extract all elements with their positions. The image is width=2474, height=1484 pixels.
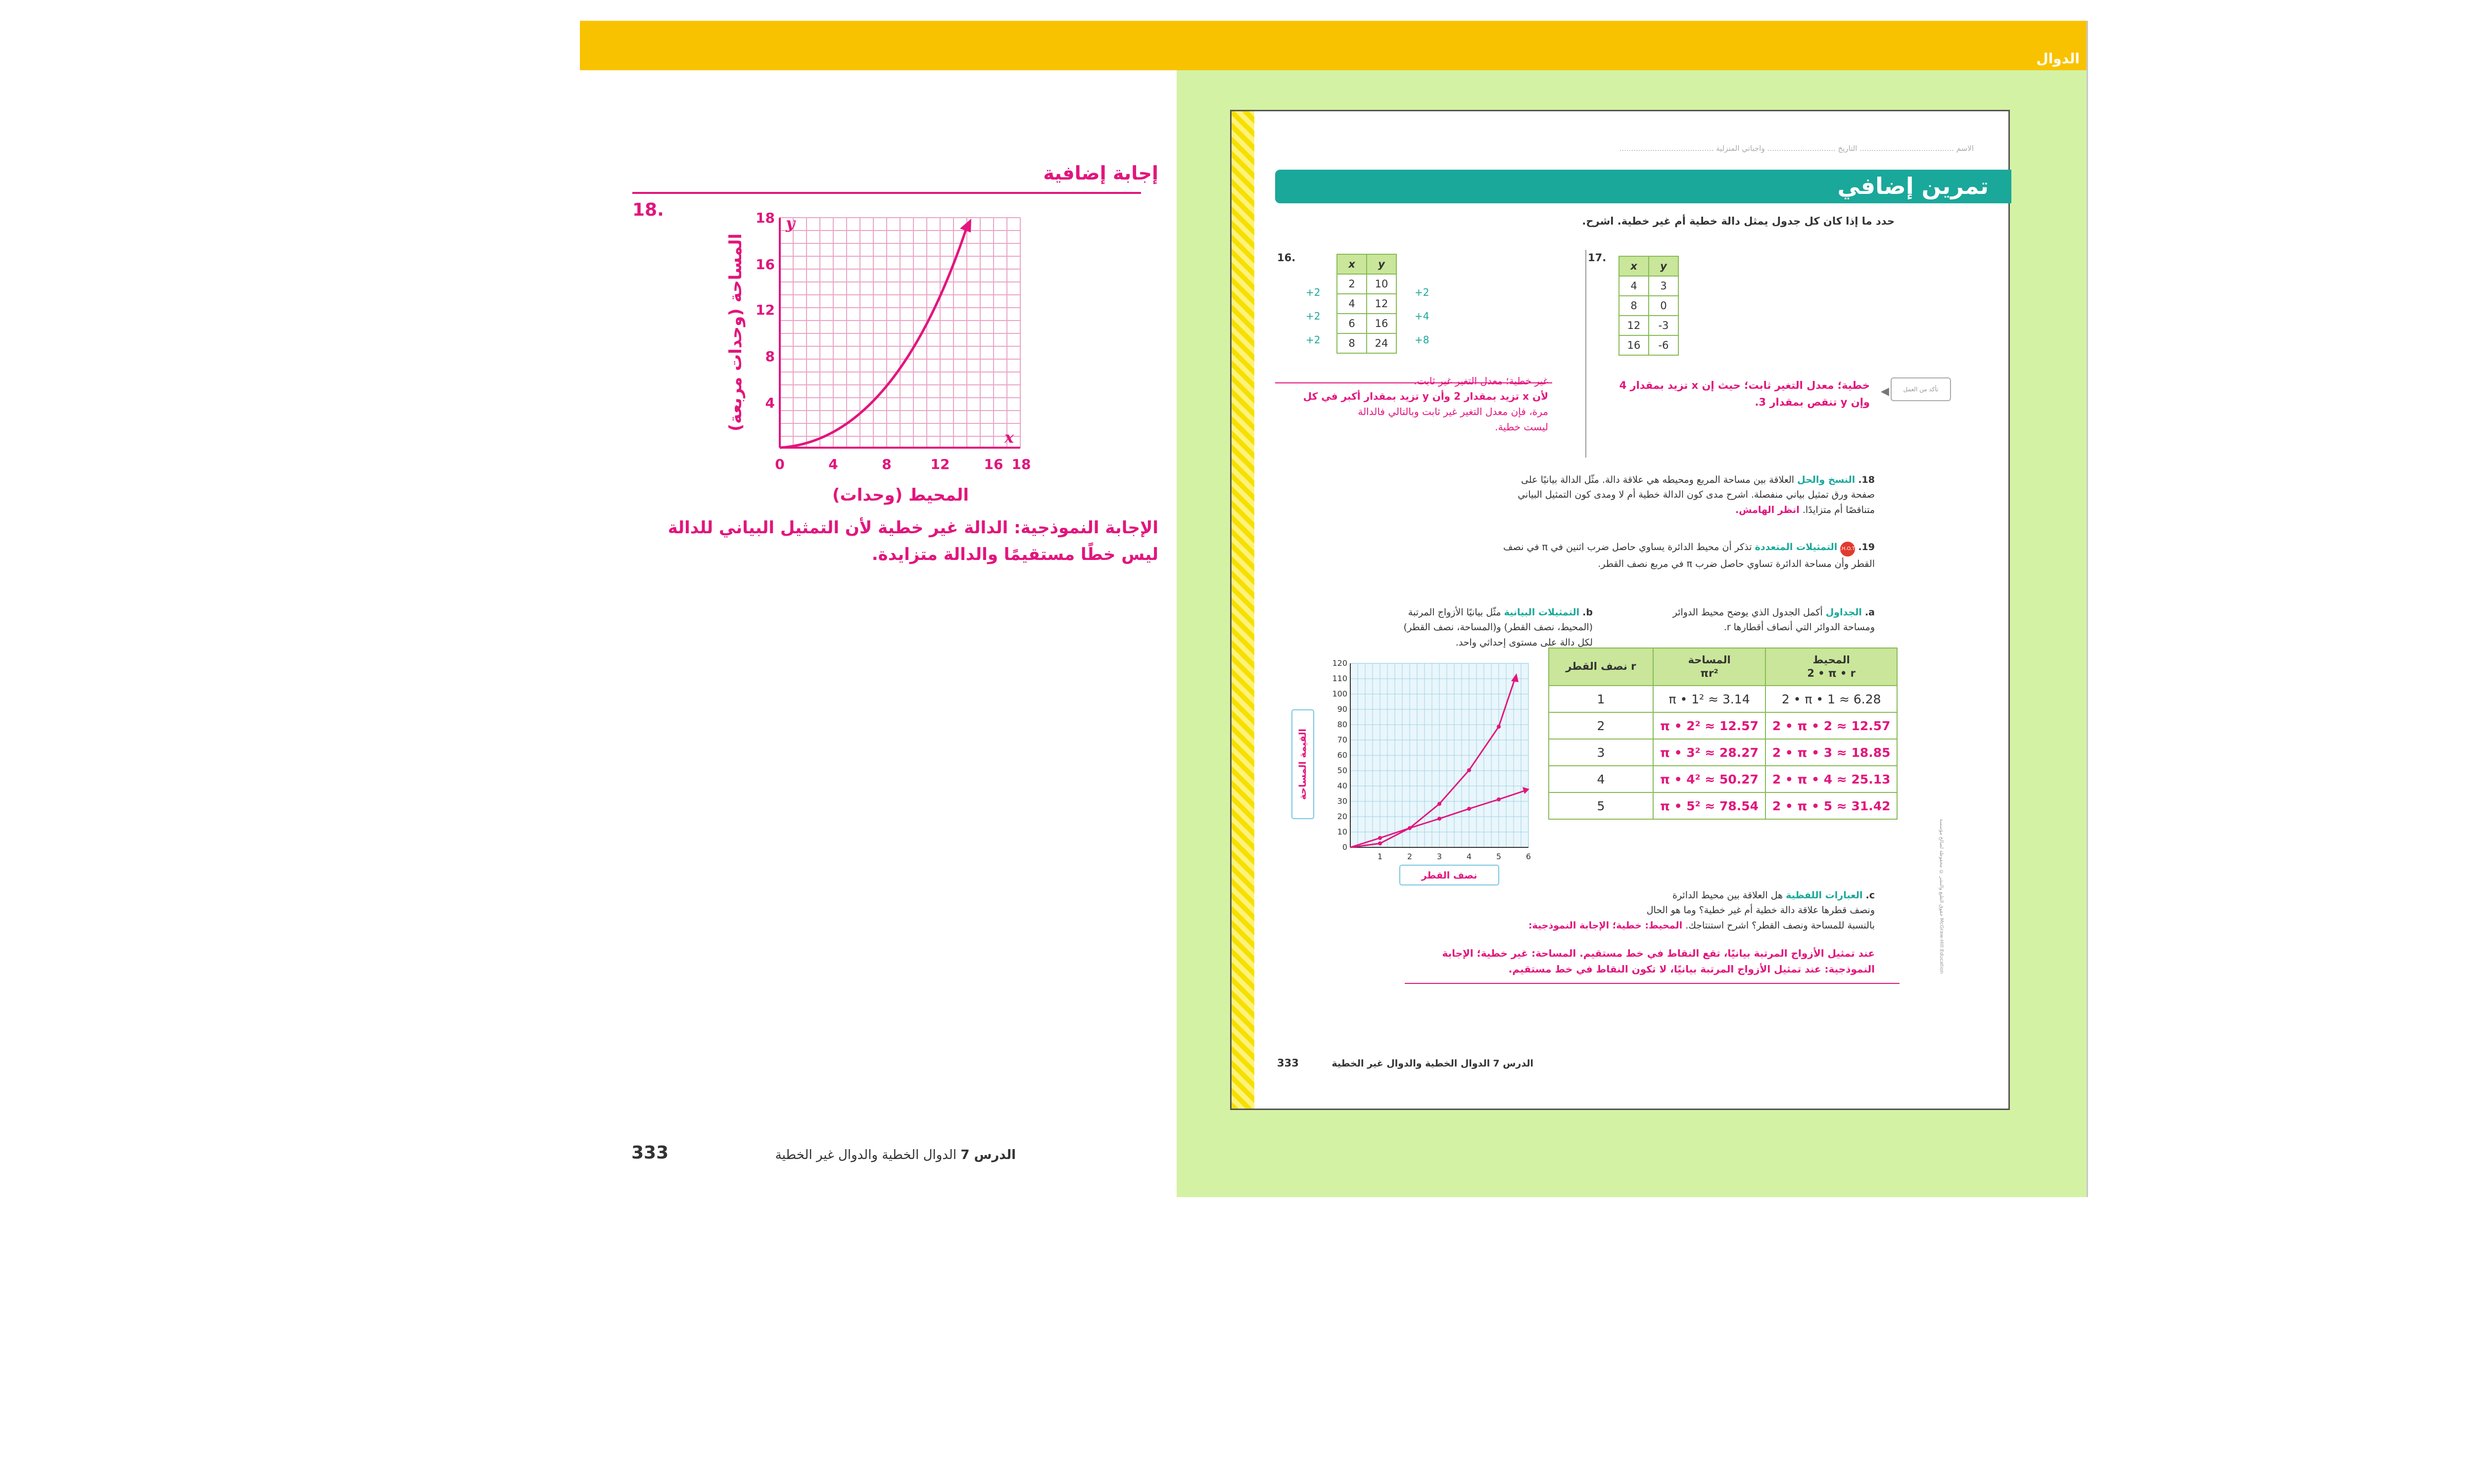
- p16-answer-line: غير خطية؛ معدل التغير غير ثابت.: [1414, 375, 1548, 387]
- part-c-line1: هل العلاقة بين محيط الدائرة: [1672, 890, 1783, 901]
- p16-cell: 6: [1337, 314, 1367, 333]
- instruction: حدد ما إذا كان كل جدول يمثل دالة خطية أم غير خطية. اشرح.: [1582, 215, 1895, 227]
- p18-line2: صفحة ورق تمثيل بياني منفصلة. اشرح مدى كون الدالة خطية أم لا ومدى كون التمثيل البياني: [1518, 489, 1875, 501]
- p19-line1: تذكر أن محيط الدائرة يساوي حاصل ضرب اثنين في π في نصف: [1503, 542, 1752, 553]
- p17-answer-line: خطية؛ معدل التغير ثابت؛ حيث إن x تزيد بمقدار 4: [1619, 379, 1870, 391]
- x-tick-8: 8: [882, 456, 892, 472]
- side-copyright: حقوق الطبع والنشر © محفوظة لصالح مؤسسة McGraw-Hill Education: [1939, 819, 1944, 974]
- circle-graph-y-tick: 80: [1337, 720, 1347, 729]
- teacher-page-number: 333: [631, 1143, 669, 1163]
- circle-graph-x-tick: 3: [1436, 852, 1442, 861]
- x-tick-16: 16: [984, 456, 1003, 472]
- circle-graph-y-tick: 40: [1337, 781, 1347, 790]
- p16-number: 16.: [1277, 252, 1296, 264]
- p17-cell: 0: [1649, 296, 1678, 316]
- p18-label: النسخ والحل: [1797, 474, 1856, 485]
- part-c-letter: c.: [1865, 890, 1875, 901]
- circle-graph-y-label: القيمة المساحة: [1297, 728, 1308, 800]
- circle-graph-y-tick: 100: [1332, 689, 1347, 698]
- ct-cell: 2: [1549, 712, 1653, 739]
- p18-block: [1380, 472, 1875, 517]
- p17-cell: -3: [1649, 316, 1678, 335]
- student-page: [1230, 110, 2010, 1110]
- p19-block: [1380, 540, 1875, 571]
- extra-answer-rule: [632, 192, 1141, 194]
- table-row: [1549, 712, 1897, 739]
- part-a-letter: a.: [1864, 607, 1875, 618]
- diff: +2: [1306, 310, 1321, 322]
- ct-cell: 2 • π • 2 ≈ 12.57: [1765, 712, 1897, 739]
- part-c-answer2: عند تمثيل الأزواج المرتبة بيانيًا، تقع النقاط في خط مستقيم. المساحة: غير خطية؛ الإجابة: [1442, 947, 1875, 959]
- header-title: الدوال: [2036, 50, 2080, 67]
- part-c-answer: [1331, 945, 1875, 977]
- circle-graph-x-tick: 4: [1466, 852, 1472, 861]
- p16-cell: 24: [1367, 333, 1396, 353]
- p17-note-tag: تأكد من العمل: [1891, 377, 1951, 401]
- x-letter: x: [1004, 428, 1014, 447]
- header-bar: [580, 21, 2088, 70]
- y-tick-8: 8: [765, 348, 775, 365]
- y-tick-18: 18: [756, 210, 775, 226]
- p17-cell: 16: [1619, 335, 1649, 355]
- ct-cell: 4: [1549, 766, 1653, 792]
- problem-number: 18.: [632, 200, 664, 220]
- graph-grid: [780, 218, 1020, 448]
- student-footer: [1332, 1058, 1533, 1069]
- y-tick-16: 16: [756, 256, 775, 273]
- x-tick-0: 0: [775, 456, 785, 472]
- name-line: الاسم ........................................ التاريخ ............................. واجباتي المنزلية ........................................: [1619, 144, 1974, 153]
- p18-line3: متناقصًا أم متزايدًا.: [1802, 504, 1875, 515]
- p16-answer: [1271, 373, 1548, 435]
- p16-right-diffs: [1415, 280, 1429, 352]
- y-axis-label: المساحة (وحدات مربعة): [726, 233, 746, 432]
- circle-graph-y-tick: 120: [1332, 658, 1347, 668]
- ct-cell: 2 • π • 1 ≈ 6.28: [1765, 686, 1897, 712]
- p18-answer: انظر الهامش.: [1735, 504, 1800, 515]
- circle-graph-x-label: نصف القطر: [1421, 870, 1477, 881]
- p16-header-x: x: [1337, 254, 1367, 274]
- p19-line2: القطر وأن مساحة الدائرة تساوي حاصل ضرب π في مربع نصف القطر.: [1598, 558, 1875, 569]
- teacher-footer-text: الدوال الخطية والدوال غير الخطية: [775, 1148, 957, 1162]
- ct-header-radius: نصف القطر r: [1549, 648, 1653, 686]
- p17-cell: 3: [1649, 276, 1678, 296]
- circle-graph-y-tick: 50: [1337, 766, 1347, 775]
- circle-graph-y-tick: 60: [1337, 750, 1347, 760]
- model-answer-line1: الإجابة النموذجية: الدالة غير خطية لأن التمثيل البياني للدالة: [667, 518, 1158, 538]
- p17-number: 17.: [1588, 252, 1607, 264]
- teacher-footer: [775, 1148, 1016, 1162]
- part-c-answer1: المحيط: خطية؛ الإجابة النموذجية:: [1528, 920, 1683, 931]
- hot-badge-icon: H.O.T.: [1840, 542, 1855, 556]
- circle-graph: [1286, 655, 1543, 923]
- p16-cell: 16: [1367, 314, 1396, 333]
- circle-graph-x-tick: 1: [1377, 852, 1383, 861]
- ct-cell: 3: [1549, 739, 1653, 766]
- table-row: [1549, 766, 1897, 792]
- circle-graph-y-tick: 30: [1337, 796, 1347, 806]
- p16-cell: 2: [1337, 274, 1367, 294]
- p17-cell: 8: [1619, 296, 1649, 316]
- ct-header-perimeter: المحيط 2 • π • r: [1765, 648, 1897, 686]
- banner-title: تمرين إضافي: [1837, 173, 1989, 199]
- answer-rule: [1405, 983, 1900, 984]
- table-row: [1549, 792, 1897, 819]
- p17-answer: [1593, 377, 1870, 411]
- p16-answer-line: ليست خطية.: [1495, 421, 1548, 433]
- diff: +8: [1415, 334, 1429, 346]
- part-c-line3: بالنسبة للمساحة ونصف القطر؟ اشرح استنتاجك.: [1685, 920, 1875, 931]
- table-row: [1549, 686, 1897, 712]
- p19-label: التمثيلات المتعددة: [1755, 542, 1838, 553]
- circle-table: [1548, 648, 1898, 820]
- model-answer: [668, 514, 1158, 568]
- extra-answer-title: إجابة إضافية: [1043, 162, 1158, 184]
- part-c-answer3: النموذجية: عند تمثيل الأزواج المرتبة بيانيًا، لا تكون النقاط في خط مستقيم.: [1508, 963, 1875, 975]
- p16-left-diffs: [1306, 280, 1320, 352]
- p18-number: 18.: [1858, 474, 1875, 485]
- p16-table: [1336, 254, 1397, 354]
- p16-answer-line: مرة، فإن معدل التغير غير ثابت وبالتالي فالدالة: [1358, 406, 1548, 417]
- x-axis-label: المحيط (وحدات): [832, 485, 969, 505]
- x-tick-18: 18: [1011, 456, 1031, 472]
- part-c-label: العبارات اللفظية: [1786, 890, 1863, 901]
- diff: +2: [1306, 286, 1321, 298]
- circle-graph-y-tick: 90: [1337, 704, 1347, 714]
- p18-line1: العلاقة بين مساحة المربع ومحيطه هي علاقة دالة. مثّل الدالة بيانيًا على: [1521, 474, 1795, 485]
- circle-graph-y-tick: 70: [1337, 735, 1347, 744]
- model-answer-line2: ليس خطًا مستقيمًا والدالة متزايدة.: [871, 545, 1158, 565]
- area-perimeter-graph: [683, 208, 1059, 524]
- y-tick-4: 4: [765, 395, 775, 411]
- ct-cell: 2 • π • 5 ≈ 31.42: [1765, 792, 1897, 819]
- circle-graph-x-tick: 2: [1407, 852, 1413, 861]
- p16-answer-line: لأن x تزيد بمقدار 2 وأن y تزيد بمقدار أكبر في كل: [1303, 390, 1548, 402]
- student-page-number: 333: [1277, 1057, 1299, 1069]
- ct-cell: π • 1² ≈ 3.14: [1653, 686, 1766, 712]
- ct-cell: π • 4² ≈ 50.27: [1653, 766, 1766, 792]
- p17-cell: 12: [1619, 316, 1649, 335]
- pointer-icon: ◀: [1881, 385, 1889, 398]
- ct-cell: π • 5² ≈ 78.54: [1653, 792, 1766, 819]
- teacher-footer-lesson: الدرس 7: [960, 1148, 1016, 1162]
- student-footer-text: الدوال الخطية والدوال غير الخطية: [1332, 1058, 1490, 1069]
- p16-cell: 4: [1337, 294, 1367, 314]
- ct-cell: π • 2² ≈ 12.57: [1653, 712, 1766, 739]
- y-letter: y: [786, 214, 795, 232]
- part-a: [1618, 605, 1875, 635]
- part-a-label: الجداول: [1825, 607, 1862, 618]
- x-tick-12: 12: [930, 456, 950, 472]
- part-b-letter: b.: [1582, 607, 1593, 618]
- part-b-line3: لكل دالة على مستوى إحداثي واحد.: [1455, 637, 1593, 648]
- p16-cell: 8: [1337, 333, 1367, 353]
- p17-header-x: x: [1619, 256, 1649, 276]
- diff: +2: [1306, 334, 1321, 346]
- p16-cell: 12: [1367, 294, 1396, 314]
- spread-border: [2087, 21, 2088, 1197]
- circle-graph-x-tick: 5: [1496, 852, 1502, 861]
- diff: +4: [1415, 310, 1429, 322]
- table-row: [1549, 739, 1897, 766]
- ct-header-area: المساحة πr²: [1653, 648, 1766, 686]
- column-divider: [1585, 250, 1586, 458]
- part-a-line2: ومساحة الدوائر التي أنصاف أقطارها r.: [1723, 622, 1875, 633]
- x-tick-4: 4: [828, 456, 838, 472]
- ct-cell: π • 3² ≈ 28.27: [1653, 739, 1766, 766]
- p19-number: 19.: [1858, 542, 1875, 553]
- part-c: [1380, 888, 1875, 933]
- part-b-line2: (المحيط، نصف القطر) و(المساحة، نصف القطر): [1403, 622, 1593, 633]
- circle-graph-x-tick: 6: [1525, 852, 1531, 861]
- ct-cell: 2 • π • 4 ≈ 25.13: [1765, 766, 1897, 792]
- part-c-line2: ونصف قطرها علاقة دالة خطية أم غير خطية؟ وما هو الحال: [1646, 905, 1875, 916]
- circle-graph-y-tick: 10: [1337, 827, 1347, 836]
- circle-graph-y-tick: 0: [1342, 842, 1347, 852]
- p17-table: [1618, 256, 1679, 356]
- part-a-line1: أكمل الجدول الذي يوضح محيط الدوائر: [1672, 607, 1823, 618]
- p16-header-y: y: [1367, 254, 1396, 274]
- y-tick-12: 12: [756, 302, 775, 318]
- ct-cell: 2 • π • 3 ≈ 18.85: [1765, 739, 1897, 766]
- part-b-label: التمثيلات البيانية: [1504, 607, 1580, 618]
- ct-cell: 5: [1549, 792, 1653, 819]
- circle-graph-y-tick: 110: [1332, 674, 1347, 683]
- part-b-line1: مثّل بيانيًا الأزواج المرتبة: [1408, 607, 1501, 618]
- p17-header-y: y: [1649, 256, 1678, 276]
- p17-cell: -6: [1649, 335, 1678, 355]
- diff: +2: [1415, 286, 1429, 298]
- p16-cell: 10: [1367, 274, 1396, 294]
- p17-answer-line: وإن y تنقص بمقدار 3.: [1755, 396, 1870, 408]
- student-footer-lesson: الدرس 7: [1493, 1058, 1533, 1069]
- p17-cell: 4: [1619, 276, 1649, 296]
- circle-graph-y-tick: 20: [1337, 812, 1347, 821]
- page-edge-strip: [1232, 111, 1254, 1109]
- part-b: [1335, 605, 1593, 650]
- ct-cell: 1: [1549, 686, 1653, 712]
